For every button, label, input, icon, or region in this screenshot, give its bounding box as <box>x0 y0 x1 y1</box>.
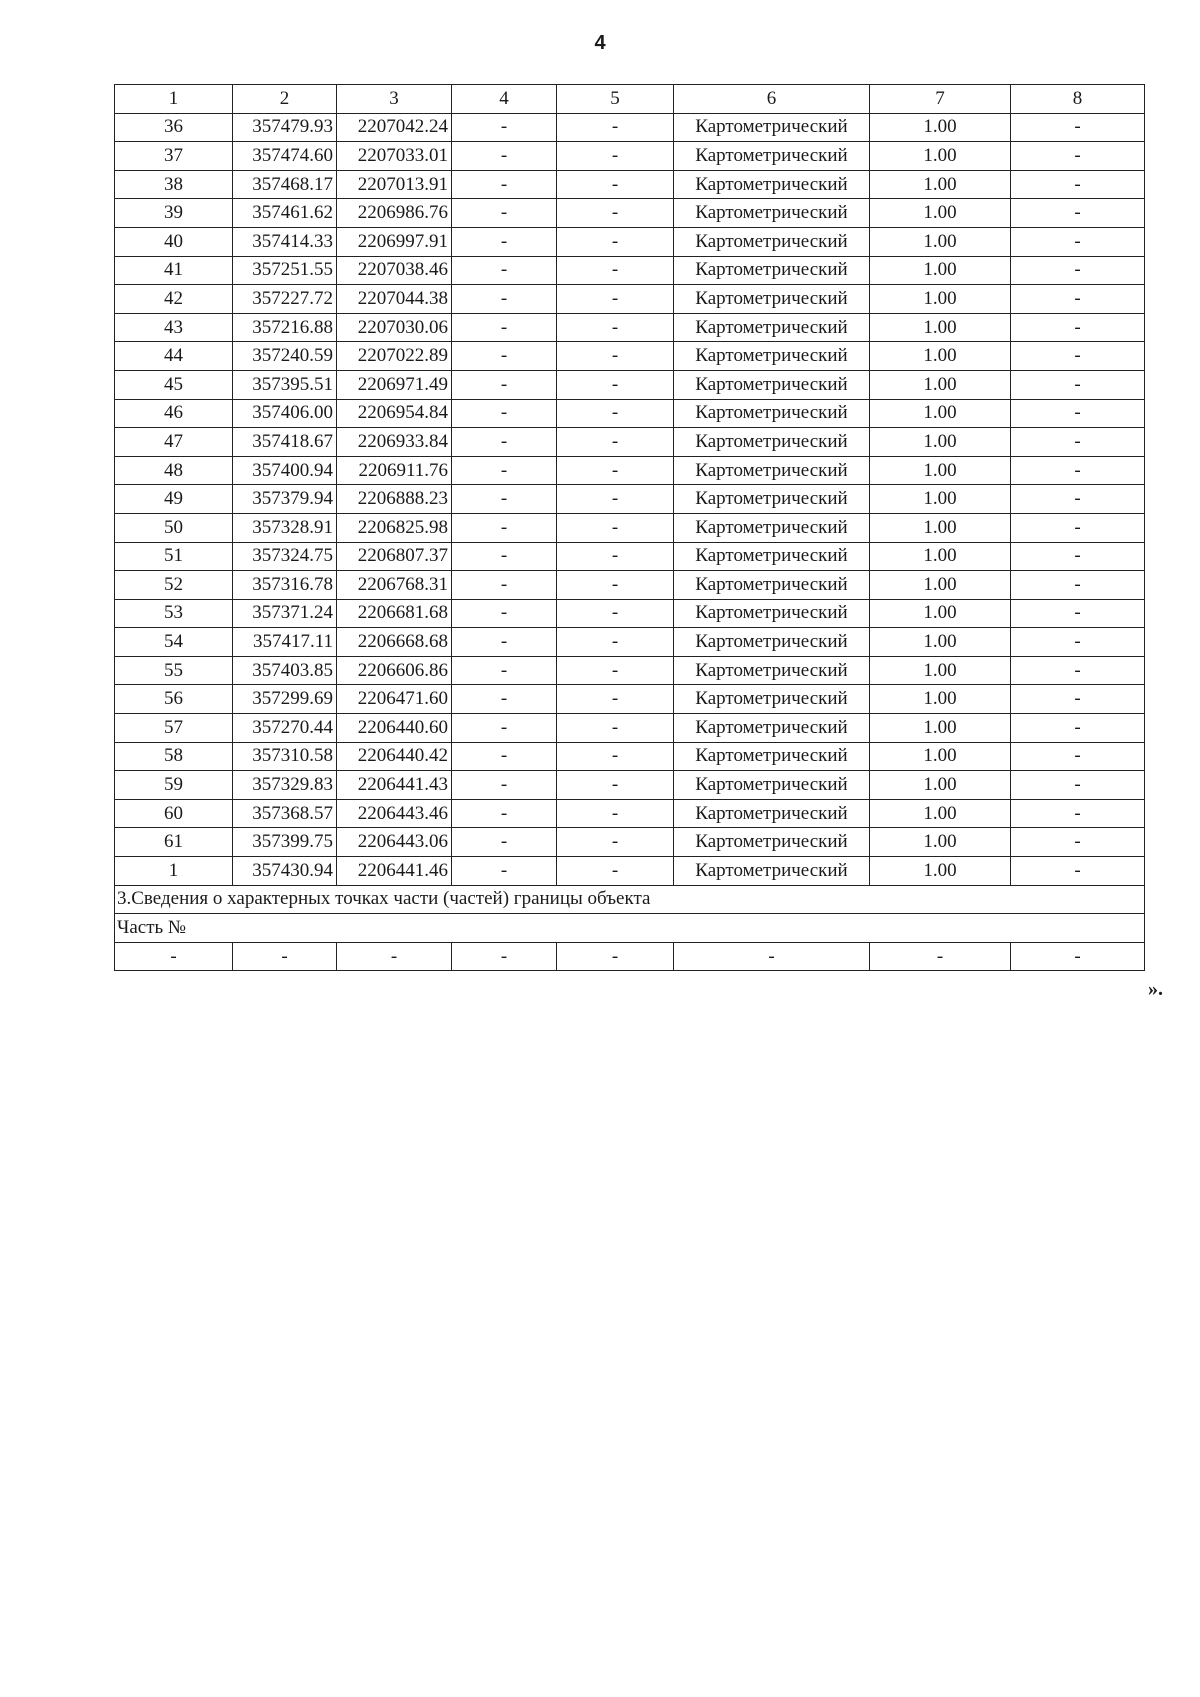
table-cell: 2206471.60 <box>337 685 452 714</box>
table-row <box>115 628 1145 657</box>
table-cell: - <box>1011 227 1145 256</box>
table-cell: - <box>1011 571 1145 600</box>
table-cell: 56 <box>115 685 233 714</box>
coordinates-table <box>114 84 1145 971</box>
table-cell: - <box>557 456 674 485</box>
table-cell: - <box>452 256 557 285</box>
table-cell: Картометрический <box>674 485 870 514</box>
table-cell: 357417.11 <box>233 628 337 657</box>
table-cell: 1.00 <box>870 256 1011 285</box>
table-row <box>115 370 1145 399</box>
table-cell: 2206440.42 <box>337 742 452 771</box>
table-cell: 357270.44 <box>233 714 337 743</box>
table-cell: Картометрический <box>674 227 870 256</box>
table-cell: 357418.67 <box>233 428 337 457</box>
table-cell: - <box>557 828 674 857</box>
table-cell: 1.00 <box>870 628 1011 657</box>
table-cell: - <box>557 542 674 571</box>
table-cell: 2206971.49 <box>337 370 452 399</box>
table-cell: - <box>1011 285 1145 314</box>
table-cell: 58 <box>115 742 233 771</box>
table-cell: - <box>557 256 674 285</box>
table-cell: - <box>1011 456 1145 485</box>
table-cell: - <box>452 399 557 428</box>
table-cell: - <box>1011 628 1145 657</box>
table-cell: Картометрический <box>674 799 870 828</box>
table-cell: - <box>1011 428 1145 457</box>
table-cell: 357329.83 <box>233 771 337 800</box>
table-cell: - <box>452 170 557 199</box>
table-cell: - <box>1011 685 1145 714</box>
table-cell: - <box>452 857 557 886</box>
table-cell: 2207013.91 <box>337 170 452 199</box>
table-cell: 357379.94 <box>233 485 337 514</box>
table-cell: 357316.78 <box>233 571 337 600</box>
table-cell: 40 <box>115 227 233 256</box>
table-cell: Картометрический <box>674 599 870 628</box>
table-cell: Картометрический <box>674 571 870 600</box>
table-cell: Картометрический <box>674 685 870 714</box>
table-cell: 357430.94 <box>233 857 337 886</box>
table-cell: - <box>452 485 557 514</box>
table-cell: 357400.94 <box>233 456 337 485</box>
table-cell: 357414.33 <box>233 227 337 256</box>
table-cell: - <box>452 227 557 256</box>
table-cell: 2206441.43 <box>337 771 452 800</box>
table-cell: - <box>452 771 557 800</box>
table-row <box>115 542 1145 571</box>
table-row <box>115 771 1145 800</box>
column-header: 5 <box>557 85 674 114</box>
table-cell: 2206443.06 <box>337 828 452 857</box>
table-cell: - <box>452 342 557 371</box>
table-row <box>115 828 1145 857</box>
table-row <box>115 142 1145 171</box>
table-row <box>115 199 1145 228</box>
section-title-row <box>115 885 1145 914</box>
table-cell: - <box>557 685 674 714</box>
table-cell: - <box>557 656 674 685</box>
table-row <box>115 742 1145 771</box>
table-cell: 357216.88 <box>233 313 337 342</box>
part-label: Часть № <box>115 914 1145 943</box>
table-cell: - <box>1011 599 1145 628</box>
table-cell: - <box>452 113 557 142</box>
table-cell: - <box>557 142 674 171</box>
table-cell: - <box>557 571 674 600</box>
table-cell: 2207022.89 <box>337 342 452 371</box>
table-cell: - <box>557 342 674 371</box>
column-header: 4 <box>452 85 557 114</box>
table-cell: - <box>1011 714 1145 743</box>
table-row <box>115 656 1145 685</box>
column-header: 2 <box>233 85 337 114</box>
table-cell: 52 <box>115 571 233 600</box>
table-cell: - <box>557 399 674 428</box>
table-cell: 2206668.68 <box>337 628 452 657</box>
table-cell: - <box>557 513 674 542</box>
table-cell: 357468.17 <box>233 170 337 199</box>
table-cell: Картометрический <box>674 714 870 743</box>
table-cell: 357479.93 <box>233 113 337 142</box>
table-cell: Картометрический <box>674 399 870 428</box>
table-cell: 1.00 <box>870 742 1011 771</box>
table-cell: 43 <box>115 313 233 342</box>
table-cell: 2206606.86 <box>337 656 452 685</box>
table-cell: 53 <box>115 599 233 628</box>
table-cell: 2206933.84 <box>337 428 452 457</box>
table-cell: 51 <box>115 542 233 571</box>
table-cell: - <box>1011 742 1145 771</box>
table-cell: 1.00 <box>870 771 1011 800</box>
table-cell: Картометрический <box>674 771 870 800</box>
table-cell: - <box>452 142 557 171</box>
table-cell: - <box>1011 256 1145 285</box>
table-cell: 2206681.68 <box>337 599 452 628</box>
table-cell: - <box>1011 342 1145 371</box>
table-cell: - <box>452 456 557 485</box>
table-cell: - <box>1011 542 1145 571</box>
table-cell: 2206443.46 <box>337 799 452 828</box>
table-cell: 357399.75 <box>233 828 337 857</box>
table-cell: - <box>115 942 233 971</box>
table-cell: 1.00 <box>870 199 1011 228</box>
table-cell: - <box>452 828 557 857</box>
table-cell: - <box>557 799 674 828</box>
table-row <box>115 428 1145 457</box>
table-cell: 357240.59 <box>233 342 337 371</box>
table-cell: - <box>1011 370 1145 399</box>
table-cell: 42 <box>115 285 233 314</box>
table-row <box>115 113 1145 142</box>
table-cell: 1.00 <box>870 599 1011 628</box>
table-cell: - <box>1011 828 1145 857</box>
table-cell: - <box>1011 142 1145 171</box>
column-header: 8 <box>1011 85 1145 114</box>
table-cell: - <box>557 742 674 771</box>
table-cell: - <box>870 942 1011 971</box>
table-cell: - <box>1011 199 1145 228</box>
table-cell: 57 <box>115 714 233 743</box>
table-cell: - <box>1011 799 1145 828</box>
table-cell: 357395.51 <box>233 370 337 399</box>
table-cell: - <box>1011 857 1145 886</box>
table-cell: 47 <box>115 428 233 457</box>
table-row <box>115 399 1145 428</box>
table-cell: - <box>337 942 452 971</box>
table-cell: Картометрический <box>674 170 870 199</box>
column-header: 7 <box>870 85 1011 114</box>
table-cell: - <box>557 599 674 628</box>
table-cell: - <box>557 113 674 142</box>
table-cell: 2206997.91 <box>337 227 452 256</box>
table-cell: Картометрический <box>674 428 870 457</box>
table-cell: - <box>452 285 557 314</box>
coordinates-table-body <box>115 85 1145 971</box>
table-row <box>115 599 1145 628</box>
table-cell: 46 <box>115 399 233 428</box>
table-cell: 2207033.01 <box>337 142 452 171</box>
table-cell: 2207044.38 <box>337 285 452 314</box>
table-cell: - <box>452 542 557 571</box>
table-cell: 1.00 <box>870 285 1011 314</box>
table-cell: 45 <box>115 370 233 399</box>
table-cell: - <box>452 313 557 342</box>
table-cell: 1.00 <box>870 828 1011 857</box>
table-cell: 1.00 <box>870 428 1011 457</box>
column-header: 1 <box>115 85 233 114</box>
table-cell: 1.00 <box>870 571 1011 600</box>
table-row <box>115 285 1145 314</box>
part-label-row <box>115 914 1145 943</box>
table-cell: 357299.69 <box>233 685 337 714</box>
empty-part-row <box>115 942 1145 971</box>
table-cell: Картометрический <box>674 370 870 399</box>
table-cell: - <box>452 656 557 685</box>
column-header: 3 <box>337 85 452 114</box>
table-cell: 357310.58 <box>233 742 337 771</box>
table-cell: 59 <box>115 771 233 800</box>
table-cell: 357474.60 <box>233 142 337 171</box>
table-row <box>115 714 1145 743</box>
table-cell: 1.00 <box>870 485 1011 514</box>
table-cell: - <box>557 428 674 457</box>
table-cell: 2206768.31 <box>337 571 452 600</box>
table-cell: - <box>557 771 674 800</box>
table-row <box>115 227 1145 256</box>
table-cell: 44 <box>115 342 233 371</box>
table-cell: - <box>452 599 557 628</box>
table-cell: 357403.85 <box>233 656 337 685</box>
table-cell: 2206440.60 <box>337 714 452 743</box>
table-cell: - <box>557 485 674 514</box>
table-cell: 357324.75 <box>233 542 337 571</box>
table-cell: Картометрический <box>674 199 870 228</box>
table-cell: - <box>557 227 674 256</box>
table-cell: - <box>452 370 557 399</box>
table-cell: Картометрический <box>674 313 870 342</box>
table-row <box>115 513 1145 542</box>
table-cell: 2206954.84 <box>337 399 452 428</box>
table-cell: - <box>233 942 337 971</box>
table-cell: 1.00 <box>870 456 1011 485</box>
table-cell: - <box>557 313 674 342</box>
table-cell: - <box>452 942 557 971</box>
table-cell: 55 <box>115 656 233 685</box>
table-cell: 1.00 <box>870 542 1011 571</box>
table-cell: - <box>1011 170 1145 199</box>
table-cell: - <box>674 942 870 971</box>
table-cell: - <box>557 285 674 314</box>
table-cell: 1.00 <box>870 799 1011 828</box>
table-row <box>115 342 1145 371</box>
table-cell: 1.00 <box>870 513 1011 542</box>
table-cell: - <box>452 428 557 457</box>
table-cell: Картометрический <box>674 456 870 485</box>
table-cell: 48 <box>115 456 233 485</box>
table-cell: Картометрический <box>674 628 870 657</box>
table-cell: 2206807.37 <box>337 542 452 571</box>
column-header: 6 <box>674 85 870 114</box>
table-cell: 357251.55 <box>233 256 337 285</box>
table-row <box>115 799 1145 828</box>
table-cell: - <box>1011 113 1145 142</box>
table-cell: - <box>1011 313 1145 342</box>
table-row <box>115 170 1145 199</box>
table-cell: 357406.00 <box>233 399 337 428</box>
table-cell: - <box>452 685 557 714</box>
table-cell: 1.00 <box>870 227 1011 256</box>
closing-quote-mark: ». <box>1148 978 1163 1000</box>
table-cell: 2206911.76 <box>337 456 452 485</box>
table-cell: 2207038.46 <box>337 256 452 285</box>
table-cell: - <box>452 199 557 228</box>
table-row <box>115 685 1145 714</box>
table-cell: - <box>1011 942 1145 971</box>
table-row <box>115 571 1145 600</box>
table-cell: - <box>452 799 557 828</box>
table-cell: 36 <box>115 113 233 142</box>
table-cell: Картометрический <box>674 542 870 571</box>
table-cell: Картометрический <box>674 513 870 542</box>
table-cell: 357461.62 <box>233 199 337 228</box>
table-cell: 357227.72 <box>233 285 337 314</box>
table-cell: - <box>452 714 557 743</box>
table-header-row <box>115 85 1145 114</box>
table-cell: 1.00 <box>870 656 1011 685</box>
table-cell: - <box>1011 513 1145 542</box>
table-cell: - <box>557 170 674 199</box>
table-cell: 54 <box>115 628 233 657</box>
table-cell: - <box>557 714 674 743</box>
table-cell: 2207042.24 <box>337 113 452 142</box>
table-cell: Картометрический <box>674 285 870 314</box>
table-cell: - <box>452 571 557 600</box>
table-cell: 37 <box>115 142 233 171</box>
table-cell: 1.00 <box>870 370 1011 399</box>
table-cell: - <box>1011 656 1145 685</box>
table-cell: 357328.91 <box>233 513 337 542</box>
table-cell: - <box>557 370 674 399</box>
table-row <box>115 313 1145 342</box>
table-cell: - <box>557 942 674 971</box>
table-cell: 1.00 <box>870 714 1011 743</box>
table-cell: - <box>452 742 557 771</box>
table-cell: Картометрический <box>674 857 870 886</box>
table-cell: Картометрический <box>674 256 870 285</box>
table-cell: - <box>452 628 557 657</box>
table-cell: 1.00 <box>870 313 1011 342</box>
table-cell: 1.00 <box>870 685 1011 714</box>
table-cell: 49 <box>115 485 233 514</box>
table-cell: 1.00 <box>870 342 1011 371</box>
table-cell: - <box>452 513 557 542</box>
table-cell: 1.00 <box>870 857 1011 886</box>
table-cell: 60 <box>115 799 233 828</box>
table-cell: Картометрический <box>674 828 870 857</box>
table-cell: 2206986.76 <box>337 199 452 228</box>
table-cell: 1.00 <box>870 113 1011 142</box>
table-cell: 357371.24 <box>233 599 337 628</box>
table-cell: Картометрический <box>674 113 870 142</box>
table-cell: 61 <box>115 828 233 857</box>
table-cell: - <box>1011 485 1145 514</box>
table-cell: - <box>1011 771 1145 800</box>
table-cell: Картометрический <box>674 142 870 171</box>
table-cell: 39 <box>115 199 233 228</box>
table-cell: 50 <box>115 513 233 542</box>
table-cell: - <box>557 628 674 657</box>
table-cell: 2206441.46 <box>337 857 452 886</box>
table-row <box>115 857 1145 886</box>
page-number: 4 <box>594 32 606 54</box>
table-cell: 1.00 <box>870 170 1011 199</box>
table-cell: 357368.57 <box>233 799 337 828</box>
table-cell: 41 <box>115 256 233 285</box>
table-cell: - <box>1011 399 1145 428</box>
table-cell: Картометрический <box>674 742 870 771</box>
table-cell: 1.00 <box>870 142 1011 171</box>
table-cell: Картометрический <box>674 656 870 685</box>
table-cell: Картометрический <box>674 342 870 371</box>
table-cell: 2206825.98 <box>337 513 452 542</box>
table-cell: 1 <box>115 857 233 886</box>
table-cell: 2206888.23 <box>337 485 452 514</box>
table-cell: 38 <box>115 170 233 199</box>
table-cell: 2207030.06 <box>337 313 452 342</box>
table-cell: 1.00 <box>870 399 1011 428</box>
table-cell: - <box>557 857 674 886</box>
table-row <box>115 456 1145 485</box>
table-row <box>115 485 1145 514</box>
table-row <box>115 256 1145 285</box>
table-cell: - <box>557 199 674 228</box>
section-title: 3.Сведения о характерных точках части (частей) границы объекта <box>115 885 1145 914</box>
